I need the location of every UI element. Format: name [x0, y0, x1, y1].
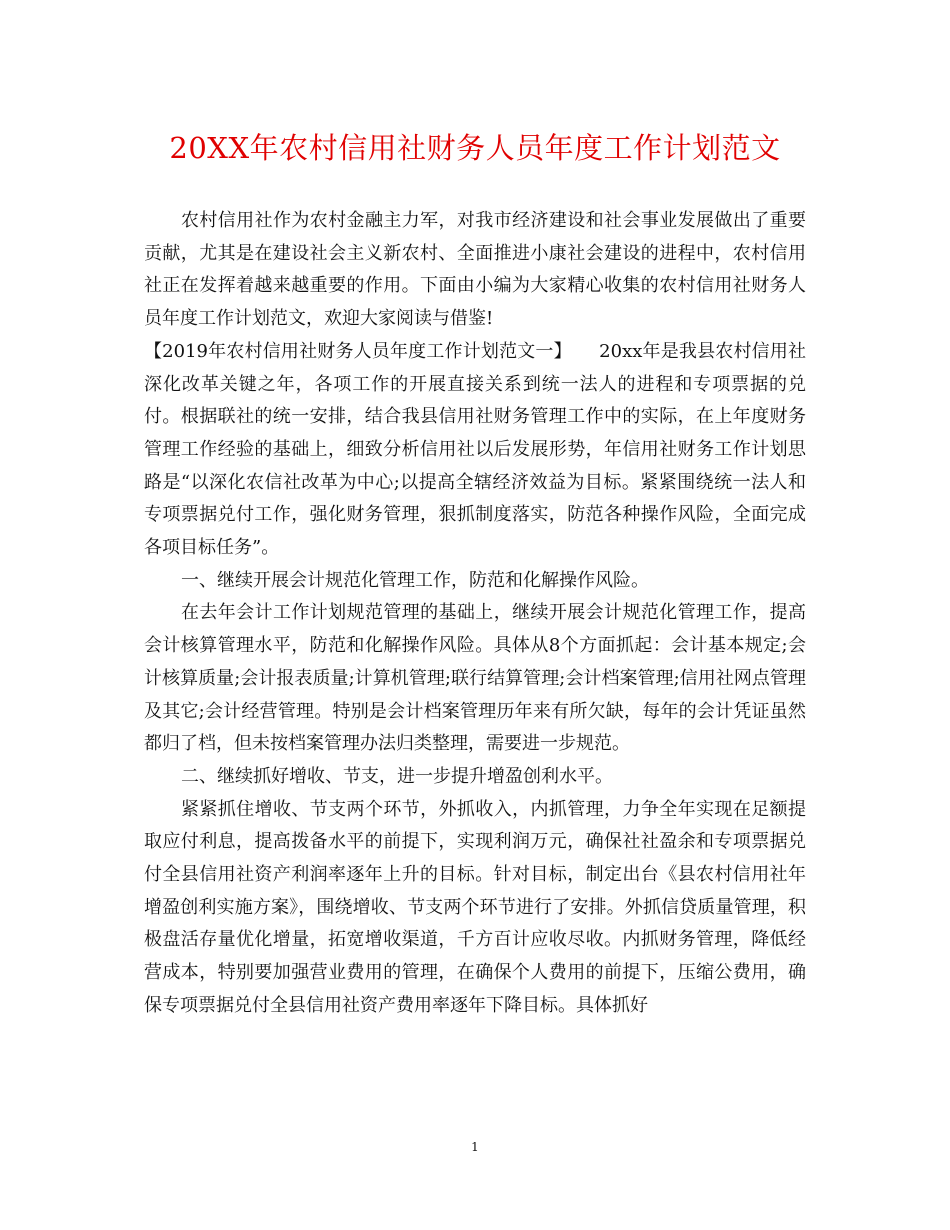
page-number: 1 [471, 1140, 479, 1154]
plan-one-paragraph: 【2019年农村信用社财务人员年度工作计划范文一】 20xx年是我县农村信用社深化改革关键之年，各项工作的开展直接关系到统一法人的进程和专项票据的兑付。根据联社的统一安排，结合我县信用社财务管理工作中的实际，在上年度财务管理工作经验的基础上，细致分析信用社以后发展形势，年信用社财务工作计划思路是“以深化农信社改革为中心;以提高全辖经济效益为目标。紧紧围绕统一法人和专项票据兑付工作，强化财务管理，狠抓制度落实，防范各种操作风险，全面完成各项目标任务”。 [144, 340, 806, 559]
section-two-paragraph: 紧紧抓住增收、节支两个环节，外抓收入，内抓管理，力争全年实现在足额提取应付利息，提高拨备水平的前提下，实现利润万元，确保社社盈余和专项票据兑付全县信用社资产利润率逐年上升的目标。针对目标，制定出台《县农村信用社年增盈创利实施方案》，围绕增收、节支两个环节进行了安排。外抓信贷质量管理，积极盘活存量优化增量，拓宽增收渠道，千方百计应收尽收。内抓财务管理，降低经营成本，特别要加强营业费用的管理，在确保个人费用的前提下，压缩公费用，确保专项票据兑付全县信用社资产费用率逐年下降目标。具体抓好 [144, 798, 806, 1016]
document-title: 20XX年农村信用社财务人员年度工作计划范文 [169, 131, 781, 165]
section-heading-one: 一、继续开展会计规范化管理工作，防范和化解操作风险。 [181, 569, 649, 591]
section-one-paragraph: 在去年会计工作计划规范管理的基础上，继续开展会计规范化管理工作，提高会计核算管理水平，防范和化解操作风险。具体从8个方面抓起：会计基本规定;会计核算质量;会计报表质量;计算机管理;联行结算管理;会计档案管理;信用社网点管理及其它;会计经营管理。特别是会计档案管理历年来有所欠缺，每年的会计凭证虽然都归了档，但未按档案管理办法归类整理，需要进一步规范。 [144, 602, 806, 755]
section-heading-two: 二、继续抓好增收、节支，进一步提升增盈创利水平。 [181, 765, 613, 787]
intro-paragraph: 农村信用社作为农村金融主力军，对我市经济建设和社会事业发展做出了重要贡献，尤其是在建设社会主义新农村、全面推进小康社会建设的进程中，农村信用社正在发挥着越来越重要的作用。下面由小编为大家精心收集的农村信用社财务人员年度工作计划范文，欢迎大家阅读与借鉴! [144, 210, 806, 330]
document-body [144, 205, 806, 1023]
